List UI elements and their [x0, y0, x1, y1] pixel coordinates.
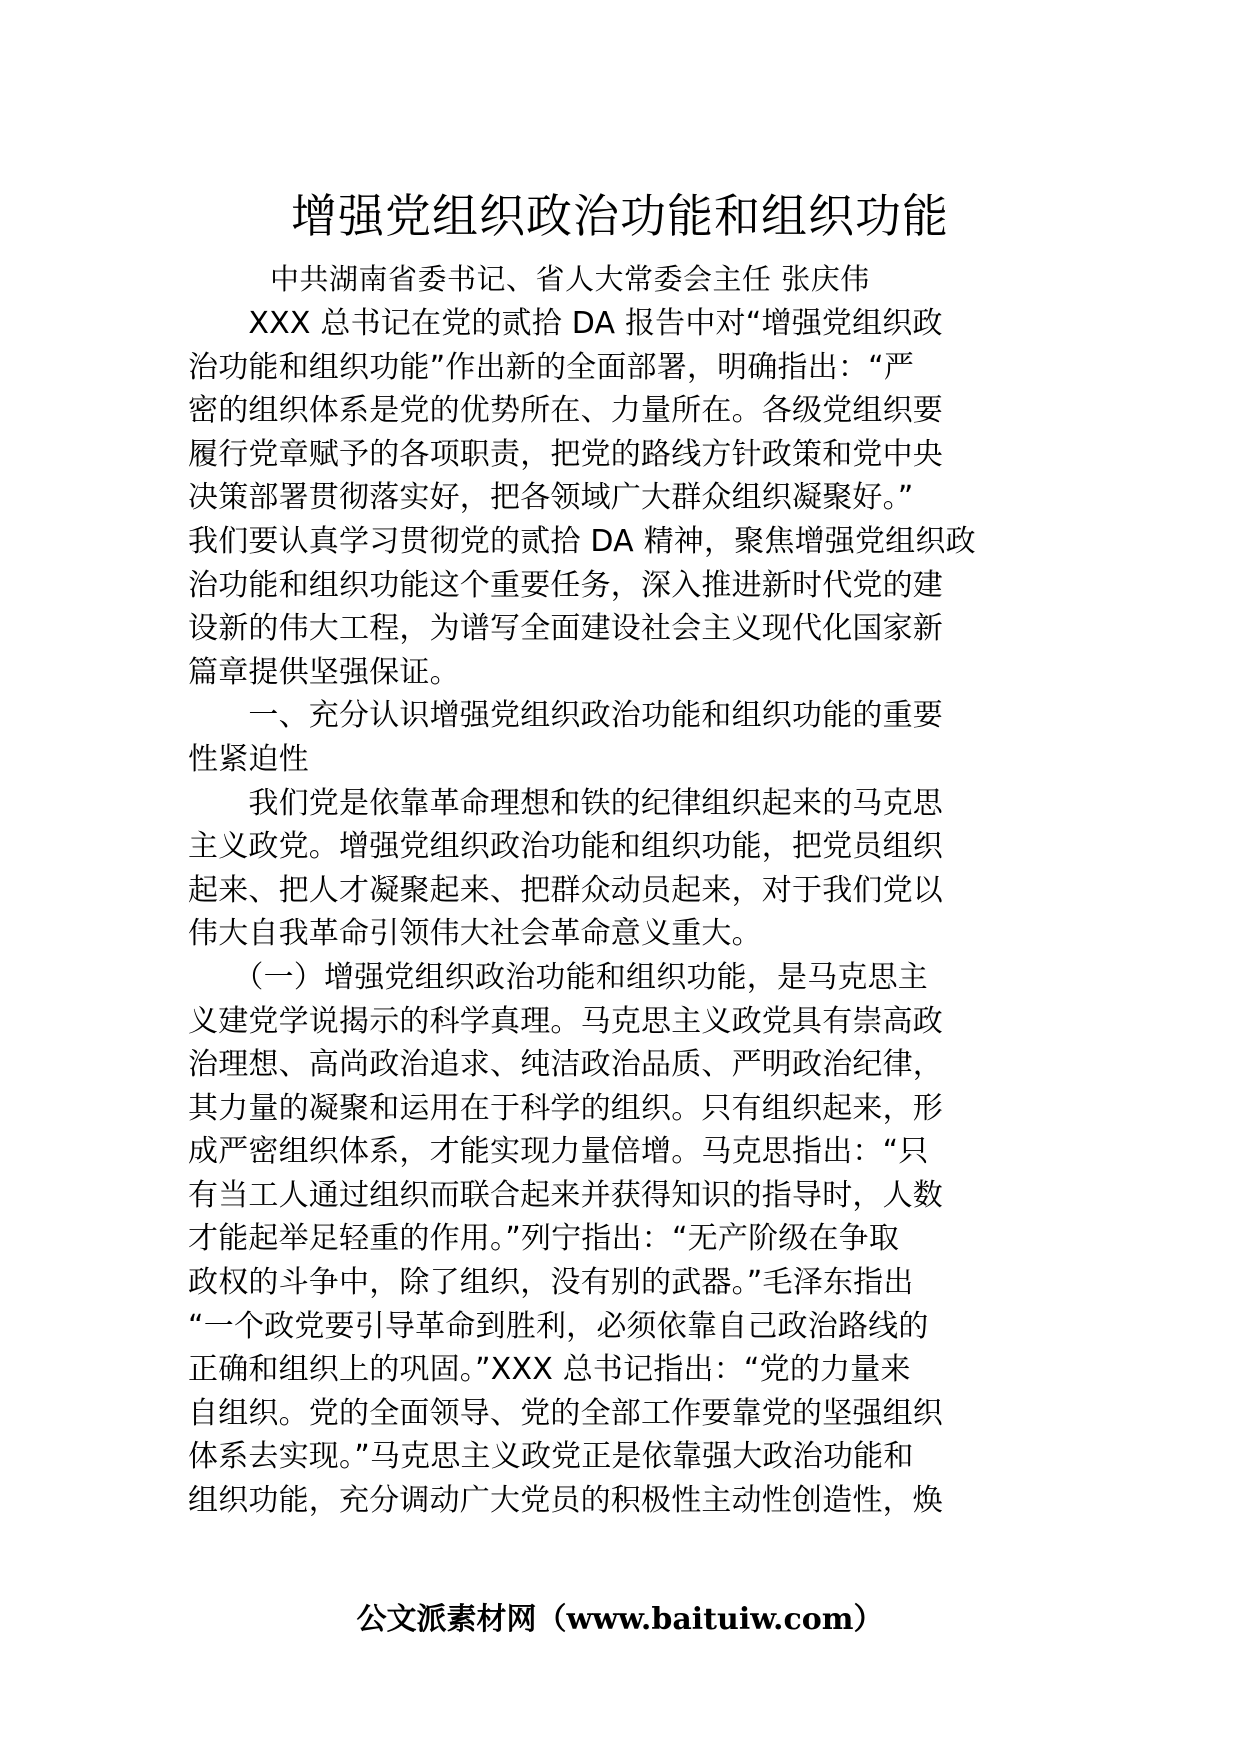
document-title: 增强党组织政治功能和组织功能: [291, 189, 949, 243]
body-line: “一个政党要引导革命到胜利，必须依靠自己政治路线的: [188, 1308, 929, 1344]
body-line: XXX 总书记在党的贰拾 DA 报告中对“增强党组织政: [188, 306, 943, 341]
body-line: 起来、把人才凝聚起来、把群众动员起来，对于我们党以: [188, 872, 943, 908]
body-line: （一）增强党组织政治功能和组织功能，是马克思主: [188, 959, 928, 995]
footer-watermark: 公文派素材网（www.baituiw.com）: [356, 1602, 884, 1637]
body-line: 体系去实现。”马克思主义政党正是依靠强大政治功能和: [188, 1439, 914, 1475]
body-line: 设新的伟大工程，为谱写全面建设社会主义现代化国家新: [188, 611, 943, 647]
body-line: 组织功能，充分调动广大党员的积极性主动性创造性，焕: [188, 1483, 943, 1519]
body-line: 成严密组织体系，才能实现力量倍增。马克思指出：“只: [188, 1134, 929, 1170]
body-line: 治功能和组织功能这个重要任务，深入推进新时代党的建: [188, 567, 943, 603]
section-heading-line: 性紧迫性: [188, 741, 309, 777]
document-body: [188, 302, 1056, 1523]
body-line: 其力量的凝聚和运用在于科学的组织。只有组织起来，形: [188, 1090, 943, 1126]
body-line: 主义政党。增强党组织政治功能和组织功能，把党员组织: [188, 829, 943, 865]
document-author: 中共湖南省委书记、省人大常委会主任 张庆伟: [270, 262, 870, 296]
body-line: 才能起举足轻重的作用。”列宁指出：“无产阶级在争取: [188, 1221, 900, 1257]
body-line: 治功能和组织功能”作出新的全面部署，明确指出：“严: [188, 349, 915, 385]
body-line: 我们要认真学习贯彻党的贰拾 DA 精神，聚焦增强党组织政: [188, 523, 976, 559]
body-line: 密的组织体系是党的优势所在、力量所在。各级党组织要: [188, 393, 943, 429]
body-line: 伟大自我革命引领伟大社会革命意义重大。: [188, 916, 762, 952]
body-line: 自组织。党的全面领导、党的全部工作要靠党的坚强组织: [188, 1395, 943, 1431]
body-line: 我们党是依靠革命理想和铁的纪律组织起来的马克思: [188, 785, 943, 821]
body-line: 篇章提供坚强保证。: [188, 654, 460, 690]
body-line: 治理想、高尚政治追求、纯洁政治品质、严明政治纪律，: [188, 1047, 943, 1083]
body-line: 有当工人通过组织而联合起来并获得知识的指导时，人数: [188, 1177, 943, 1213]
body-line: 政权的斗争中，除了组织，没有别的武器。”毛泽东指出: [188, 1265, 914, 1301]
body-line: 履行党章赋予的各项职责，把党的路线方针政策和党中央: [188, 436, 943, 472]
body-line: 正确和组织上的巩固。”XXX 总书记指出：“党的力量来: [188, 1352, 911, 1388]
body-line: 决策部署贯彻落实好，把各领域广大群众组织凝聚好。”: [188, 480, 914, 516]
body-line: 义建党学说揭示的科学真理。马克思主义政党具有崇高政: [188, 1003, 943, 1039]
section-heading-line: 一、充分认识增强党组织政治功能和组织功能的重要: [188, 698, 943, 734]
